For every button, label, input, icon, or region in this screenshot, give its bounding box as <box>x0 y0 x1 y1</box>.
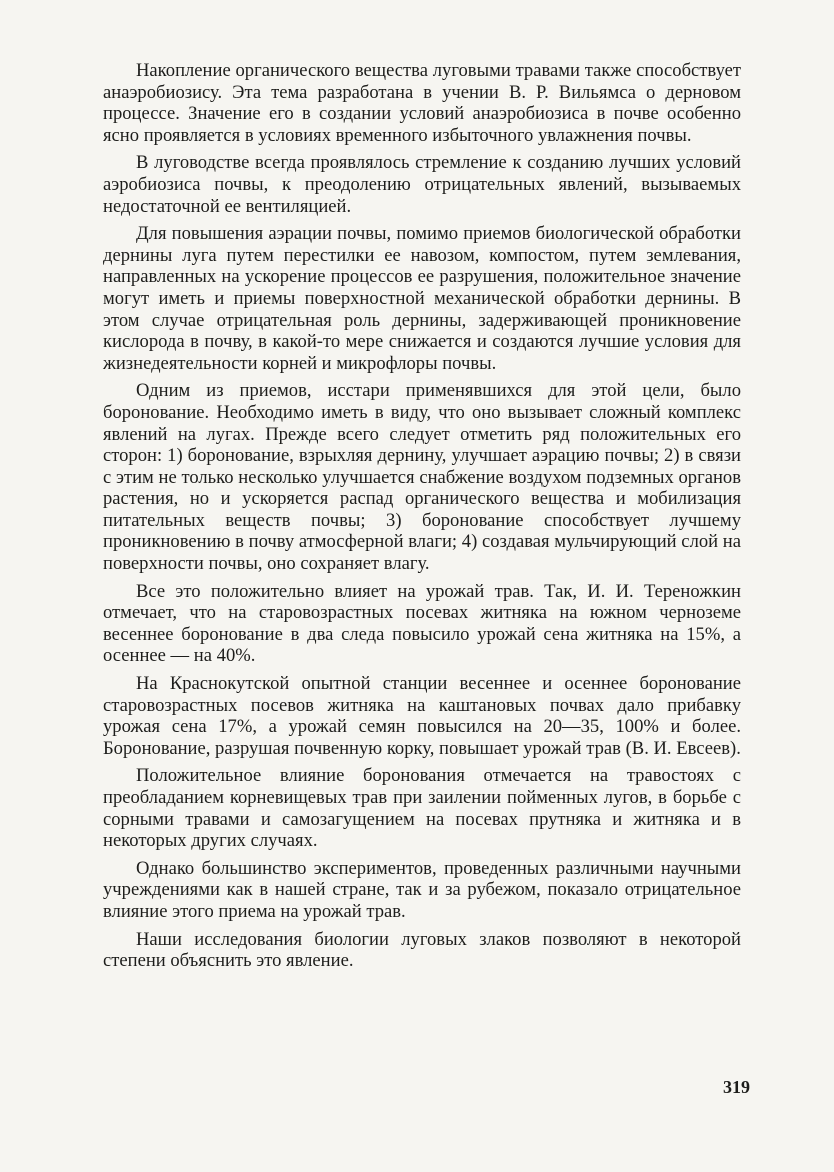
paragraph-7: Положительное влияние боронования отмечается на травостоях с преобладанием корневищевых трав при заилении пойменных лугов, в борьбе с сорными травами и самозагущением на посевах прутняка и житняка и в некоторых других случаях. <box>103 765 741 852</box>
page-number: 319 <box>723 1077 750 1097</box>
body-text <box>103 60 741 978</box>
paragraph-2: В луговодстве всегда проявлялось стремление к созданию лучших условий аэробиозиса почвы, к преодолению отрицательных явлений, вызываемых недостаточной ее вентиляцией. <box>103 152 741 217</box>
paragraph-6: На Краснокутской опытной станции весеннее и осеннее боронование старовозрастных посевов житняка на каштановых почвах дало прибавку урожая сена 17%, а урожай семян повысился на 20—35, 100% и более. Боронование, разрушая почвенную корку, повышает урожай трав (В. И. Евсеев). <box>103 673 741 759</box>
paragraph-8: Однако большинство экспериментов, проведенных различными научными учреждениями как в нашей стране, так и за рубежом, показало отрицательное влияние этого приема на урожай трав. <box>103 857 741 922</box>
paragraph-1: Накопление органического вещества луговыми травами также способствует анаэробиозису. Эта тема разработана в учении В. Р. Вильямса о дерновом процессе. Значение его в создании условий анаэробиозиса в почве особенно ясно проявляется в условиях временного избыточного увлажнения почвы. <box>103 60 741 146</box>
paragraph-5: Все это положительно влияет на урожай трав. Так, И. И. Тереножкин отмечает, что на старовозрастных посевах житняка на южном черноземе весеннее боронование в два следа повысило урожай сена житняка на 15%, а осеннее — на 40%. <box>103 580 741 667</box>
paragraph-3: Для повышения аэрации почвы, помимо приемов биологической обработки дернины луга путем перестилки ее навозом, компостом, путем землевания, направленных на ускорение процессов ее разрушения, положительное значение могут иметь и приемы поверхностной механической обработки дернины. В этом случае отрицательная роль дернины, задерживающей проникновение кислорода в почву, в какой-то мере снижается и создаются лучшие условия для жизнедеятельности корней и микрофлоры почвы. <box>103 223 741 374</box>
paragraph-4: Одним из приемов, исстари применявшихся для этой цели, было боронование. Необходимо иметь в виду, что оно вызывает сложный комплекс явлений на лугах. Прежде всего следует отметить ряд положительных его сторон: 1) боронование, взрыхляя дернину, улучшает аэрацию почвы; 2) в связи с этим не только несколько улучшается снабжение воздухом подземных органов растения, но и ускоряется распад органического вещества и мобилизация питательных веществ почвы; 3) боронование способствует лучшему проникновению в почву атмосферной влаги; 4) создавая мульчирующий слой на поверхности почвы, оно сохраняет влагу. <box>103 380 741 575</box>
paragraph-9: Наши исследования биологии луговых злаков позволяют в некоторой степени объяснить это явление. <box>103 928 741 972</box>
